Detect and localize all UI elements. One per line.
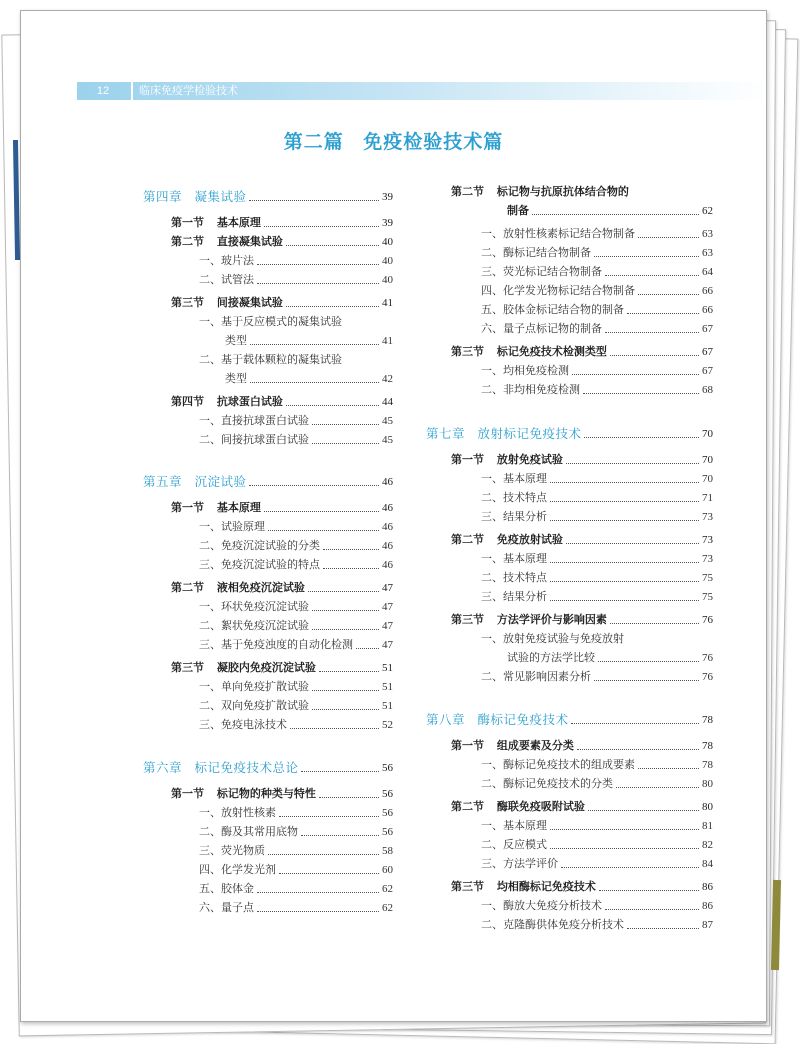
dot-leader [250,343,379,345]
toc-item-entry [481,817,713,835]
toc-entry-title: 二、技术特点 [481,491,547,504]
dot-leader [312,423,379,425]
toc-page-number: 86 [702,900,713,912]
dot-leader [571,722,699,724]
dot-leader [638,767,699,769]
toc-page-number: 46 [382,540,393,552]
toc-page-number: 73 [702,511,713,523]
toc-entry-title: 三、结果分析 [481,590,547,603]
dot-leader [257,263,379,265]
toc-entry-title: 二、絮状免疫沉淀试验 [199,619,309,632]
toc-item-entry [199,598,393,616]
toc-page-number: 47 [382,620,393,632]
toc-section-entry [451,798,713,816]
toc-page-number: 73 [702,553,713,565]
toc-item-entry [199,252,393,270]
toc-page-number: 62 [382,902,393,914]
dot-leader [594,679,699,681]
toc-section-entry [171,785,393,803]
toc-item-entry [199,556,393,574]
toc-page-number: 63 [702,247,713,259]
toc-entry-title: 一、基本原理 [481,472,547,485]
toc-page-number: 66 [702,285,713,297]
toc-page-number: 40 [382,255,393,267]
toc-page-number: 56 [382,807,393,819]
toc-section-entry [171,579,393,597]
toc-entry-title: 三、结果分析 [481,510,547,523]
toc-item-entry [199,537,393,555]
toc-page-number: 56 [382,762,393,774]
toc-section-entry [451,737,713,755]
toc-entry-title: 第三节 方法学评价与影响因素 [451,613,607,626]
dot-leader [257,891,379,893]
toc-item-entry [199,678,393,696]
toc-chapter-entry [426,711,713,729]
dot-leader [312,442,379,444]
dot-leader [572,373,699,375]
toc-item-entry [481,489,713,507]
toc-entry-title: 四、化学发光物标记结合物制备 [481,284,635,297]
toc-page-number: 47 [382,601,393,613]
toc-entry-title: 二、基于载体颗粒的凝集试验 [199,353,342,366]
toc-entry-title: 三、荧光物质 [199,844,265,857]
toc-entry-title: 第八章 酶标记免疫技术 [426,712,569,727]
dot-leader [312,628,379,630]
toc-entry-title: 二、反应模式 [481,838,547,851]
dot-leader [638,236,699,238]
dot-leader [286,404,379,406]
dot-leader [610,622,699,624]
toc-page-number: 67 [702,346,713,358]
toc-page-number: 39 [382,217,393,229]
dot-leader [249,199,379,201]
dot-leader [319,796,379,798]
toc-entry-title: 一、酶放大免疫分析技术 [481,899,602,912]
toc-item-entry [199,861,393,879]
toc-entry-title: 类型 [225,372,247,385]
toc-item-entry [481,320,713,338]
toc-entry-title: 二、间接抗球蛋白试验 [199,433,309,446]
toc-page-number: 42 [382,373,393,385]
dot-leader [301,834,379,836]
toc-page-number: 87 [702,919,713,931]
header-divider [131,82,133,100]
dot-leader [264,510,379,512]
toc-page-number: 41 [382,335,393,347]
toc-entry-title: 三、方法学评价 [481,857,558,870]
toc-page-number: 76 [702,652,713,664]
toc-page-number: 75 [702,572,713,584]
toc-entry-title: 第二节 液相免疫沉淀试验 [171,581,305,594]
toc-entry-title: 第三节 均相酶标记免疫技术 [451,880,596,893]
toc-item-entry [199,899,393,917]
toc-page-number: 47 [382,582,393,594]
toc-entry-title: 一、单向免疫扩散试验 [199,680,309,693]
dot-leader [605,331,699,333]
toc-item-entry [199,271,393,289]
page-number: 12 [96,85,110,97]
toc-entry-title: 第三节 间接凝集试验 [171,296,283,309]
toc-page-number: 56 [382,788,393,800]
dot-leader [605,274,699,276]
toc-entry-title: 一、环状免疫沉淀试验 [199,600,309,613]
toc-page-number: 40 [382,236,393,248]
part-title: 第二篇 免疫检验技术篇 [283,131,504,153]
toc-page-number: 63 [702,228,713,240]
toc-item-entry [481,381,713,399]
dot-leader [279,872,379,874]
toc-entry-title: 第二节 标记物与抗原抗体结合物的 [451,185,629,198]
toc-page-number: 67 [702,365,713,377]
dot-leader [550,481,699,483]
dot-leader [638,293,699,295]
toc-entry-title: 一、酶标记免疫技术的组成要素 [481,758,635,771]
toc-page-number: 40 [382,274,393,286]
toc-item-entry [481,897,713,915]
toc-entry-title: 六、量子点标记物的制备 [481,322,602,335]
dot-leader [584,436,699,438]
dot-leader [605,908,699,910]
toc-chapter-entry [143,188,393,206]
toc-entry-title: 二、非均相免疫检测 [481,383,580,396]
toc-page-number: 73 [702,534,713,546]
toc-entry-title: 一、放射性核素标记结合物制备 [481,227,635,240]
toc-entry-title: 第四章 凝集试验 [143,189,247,204]
toc-entry-title: 四、化学发光剂 [199,863,276,876]
toc-entry-title: 三、荧光标记结合物制备 [481,265,602,278]
toc-item-entry [199,823,393,841]
toc-page-number: 47 [382,639,393,651]
toc-entry-title: 一、基本原理 [481,552,547,565]
toc-entry-title: 制备 [507,204,529,217]
page-header-bar [77,82,767,100]
toc-item-entry [199,518,393,536]
toc-entry-title: 五、胶体金标记结合物的制备 [481,303,624,316]
toc-item-entry [199,842,393,860]
toc-entry-title: 二、试管法 [199,273,254,286]
toc-page-number: 60 [382,864,393,876]
toc-section-entry [171,294,393,312]
toc-section-entry [451,611,713,629]
dot-leader [550,580,699,582]
book-page [20,10,767,1022]
toc-item-entry [481,630,713,648]
toc-item-entry [199,716,393,734]
toc-entry-title: 一、试验原理 [199,520,265,533]
toc-page-number: 56 [382,826,393,838]
toc-page-number: 46 [382,476,393,488]
toc-page-number: 51 [382,700,393,712]
dot-leader [561,866,699,868]
toc-item-entry [199,351,393,369]
toc-entry-title: 第一节 基本原理 [171,501,261,514]
toc-entry-title: 第三节 凝胶内免疫沉淀试验 [171,661,316,674]
dot-leader [323,567,379,569]
dot-leader [286,244,379,246]
toc-entry-title: 二、常见影响因素分析 [481,670,591,683]
dot-leader [588,809,699,811]
toc-item-entry [481,470,713,488]
toc-page-number: 46 [382,559,393,571]
toc-entry-title: 三、基于免疫浊度的自动化检测 [199,638,353,651]
toc-page-number: 46 [382,521,393,533]
toc-entry-title: 一、基于反应模式的凝集试验 [199,315,342,328]
dot-leader [290,727,379,729]
toc-entry-title: 第一节 放射免疫试验 [451,453,563,466]
toc-entry-title: 第五章 沉淀试验 [143,474,247,489]
toc-item-entry [481,225,713,243]
toc-item-entry [481,362,713,380]
toc-item-entry [481,855,713,873]
toc-item-entry [481,668,713,686]
toc-item-entry [481,301,713,319]
toc-page-number: 81 [702,820,713,832]
toc-item-entry [199,412,393,430]
toc-entry-title: 第六章 标记免疫技术总论 [143,760,299,775]
dot-leader [301,770,379,772]
dot-leader [610,354,699,356]
toc-entry-title: 一、玻片法 [199,254,254,267]
toc-item-entry [481,550,713,568]
toc-entry-title: 三、免疫电泳技术 [199,718,287,731]
toc-entry-title: 二、免疫沉淀试验的分类 [199,539,320,552]
dot-leader [268,529,379,531]
dot-leader [286,305,379,307]
toc-page-number: 76 [702,671,713,683]
dot-leader [550,519,699,521]
toc-page-number: 67 [702,323,713,335]
toc-item-entry [481,775,713,793]
toc-item-entry [481,588,713,606]
toc-entry-title: 第二节 免疫放射试验 [451,533,563,546]
dot-leader [550,599,699,601]
toc-section-entry [451,878,713,896]
dot-leader [550,847,699,849]
toc-page-number: 78 [702,714,713,726]
dot-leader [323,548,379,550]
toc-page-number: 82 [702,839,713,851]
toc-page-number: 68 [702,384,713,396]
toc-section-entry [171,393,393,411]
dot-leader [566,542,699,544]
toc-page-number: 66 [702,304,713,316]
running-title: 临床免疫学检验技术 [139,84,238,97]
toc-item-entry [225,332,393,350]
toc-item-entry [481,756,713,774]
toc-item-entry [507,649,713,667]
dot-leader [257,910,379,912]
toc-chapter-entry [426,425,713,443]
toc-item-entry [481,836,713,854]
dot-leader [356,647,379,649]
dot-leader [249,484,379,486]
dot-leader [312,609,379,611]
toc-item-entry [481,916,713,934]
toc-entry-title: 二、酶标记结合物制备 [481,246,591,259]
toc-entry-title: 二、双向免疫扩散试验 [199,699,309,712]
dot-leader [599,889,699,891]
dot-leader [598,660,699,662]
dot-leader [550,561,699,563]
toc-item-entry [199,697,393,715]
toc-page-number: 84 [702,858,713,870]
dot-leader [577,748,699,750]
toc-entry-title: 第二节 直接凝集试验 [171,235,283,248]
toc-entry-title: 一、放射免疫试验与免疫放射 [481,632,624,645]
toc-section-entry [171,233,393,251]
toc-entry-title: 第一节 组成要素及分类 [451,739,574,752]
toc-item-entry [481,282,713,300]
toc-page-number: 45 [382,434,393,446]
dot-leader [627,312,699,314]
toc-item-entry [199,617,393,635]
dot-leader [594,255,699,257]
toc-section-entry [171,499,393,517]
dot-leader [550,500,699,502]
toc-page-number: 70 [702,454,713,466]
toc-section-entry [507,202,713,220]
toc-item-entry [199,880,393,898]
toc-page-number: 52 [382,719,393,731]
toc-section-entry [451,343,713,361]
toc-entry-title: 第三节 标记免疫技术检测类型 [451,345,607,358]
toc-section-entry [451,451,713,469]
toc-page-number: 39 [382,191,393,203]
toc-section-entry [171,659,393,677]
toc-section-entry [171,214,393,232]
toc-section-entry [451,531,713,549]
dot-leader [550,828,699,830]
dot-leader [532,213,699,215]
dot-leader [616,786,699,788]
toc-page-number: 70 [702,473,713,485]
toc-entry-title: 一、放射性核素 [199,806,276,819]
toc-entry-title: 三、免疫沉淀试验的特点 [199,558,320,571]
toc-item-entry [481,244,713,262]
toc-entry-title: 二、技术特点 [481,571,547,584]
toc-item-entry [199,636,393,654]
toc-entry-title: 试验的方法学比较 [507,651,595,664]
toc-entry-title: 一、基本原理 [481,819,547,832]
toc-entry-title: 类型 [225,334,247,347]
dot-leader [308,590,379,592]
toc-page-number: 80 [702,801,713,813]
toc-item-entry [199,313,393,331]
toc-page-number: 46 [382,502,393,514]
toc-entry-title: 六、量子点 [199,901,254,914]
toc-page-number: 76 [702,614,713,626]
toc-page-number: 71 [702,492,713,504]
toc-item-entry [225,370,393,388]
dot-leader [627,927,699,929]
toc-entry-title: 第四节 抗球蛋白试验 [171,395,283,408]
dot-leader [566,462,699,464]
toc-chapter-entry [143,759,393,777]
toc-item-entry [199,431,393,449]
toc-item-entry [481,508,713,526]
toc-item-entry [199,804,393,822]
toc-page-number: 70 [702,428,713,440]
toc-page-number: 44 [382,396,393,408]
toc-page-number: 64 [702,266,713,278]
toc-entry-title: 一、均相免疫检测 [481,364,569,377]
toc-page-number: 51 [382,681,393,693]
toc-entry-title: 第二节 酶联免疫吸附试验 [451,800,585,813]
dot-leader [250,381,379,383]
dot-leader [264,225,379,227]
toc-entry-title: 第一节 标记物的种类与特性 [171,787,316,800]
toc-page-number: 41 [382,297,393,309]
toc-section-entry [451,183,713,201]
toc-entry-title: 二、酶及其常用底物 [199,825,298,838]
toc-page-number: 51 [382,662,393,674]
toc-item-entry [481,569,713,587]
toc-entry-title: 二、酶标记免疫技术的分类 [481,777,613,790]
toc-page-number: 78 [702,740,713,752]
toc-page-number: 58 [382,845,393,857]
toc-page-number: 75 [702,591,713,603]
toc-entry-title: 五、胶体金 [199,882,254,895]
toc-page-number: 78 [702,759,713,771]
toc-page-number: 45 [382,415,393,427]
dot-leader [312,689,379,691]
dot-leader [268,853,379,855]
toc-entry-title: 第七章 放射标记免疫技术 [426,426,582,441]
toc-chapter-entry [143,473,393,491]
toc-page-number: 62 [702,205,713,217]
toc-page-number: 62 [382,883,393,895]
dot-leader [319,670,379,672]
toc-entry-title: 第一节 基本原理 [171,216,261,229]
toc-item-entry [481,263,713,281]
toc-page-number: 80 [702,778,713,790]
toc-entry-title: 一、直接抗球蛋白试验 [199,414,309,427]
toc-page-number: 86 [702,881,713,893]
dot-leader [257,282,379,284]
dot-leader [312,708,379,710]
dot-leader [279,815,379,817]
dot-leader [583,392,699,394]
toc-entry-title: 二、克隆酶供体免疫分析技术 [481,918,624,931]
